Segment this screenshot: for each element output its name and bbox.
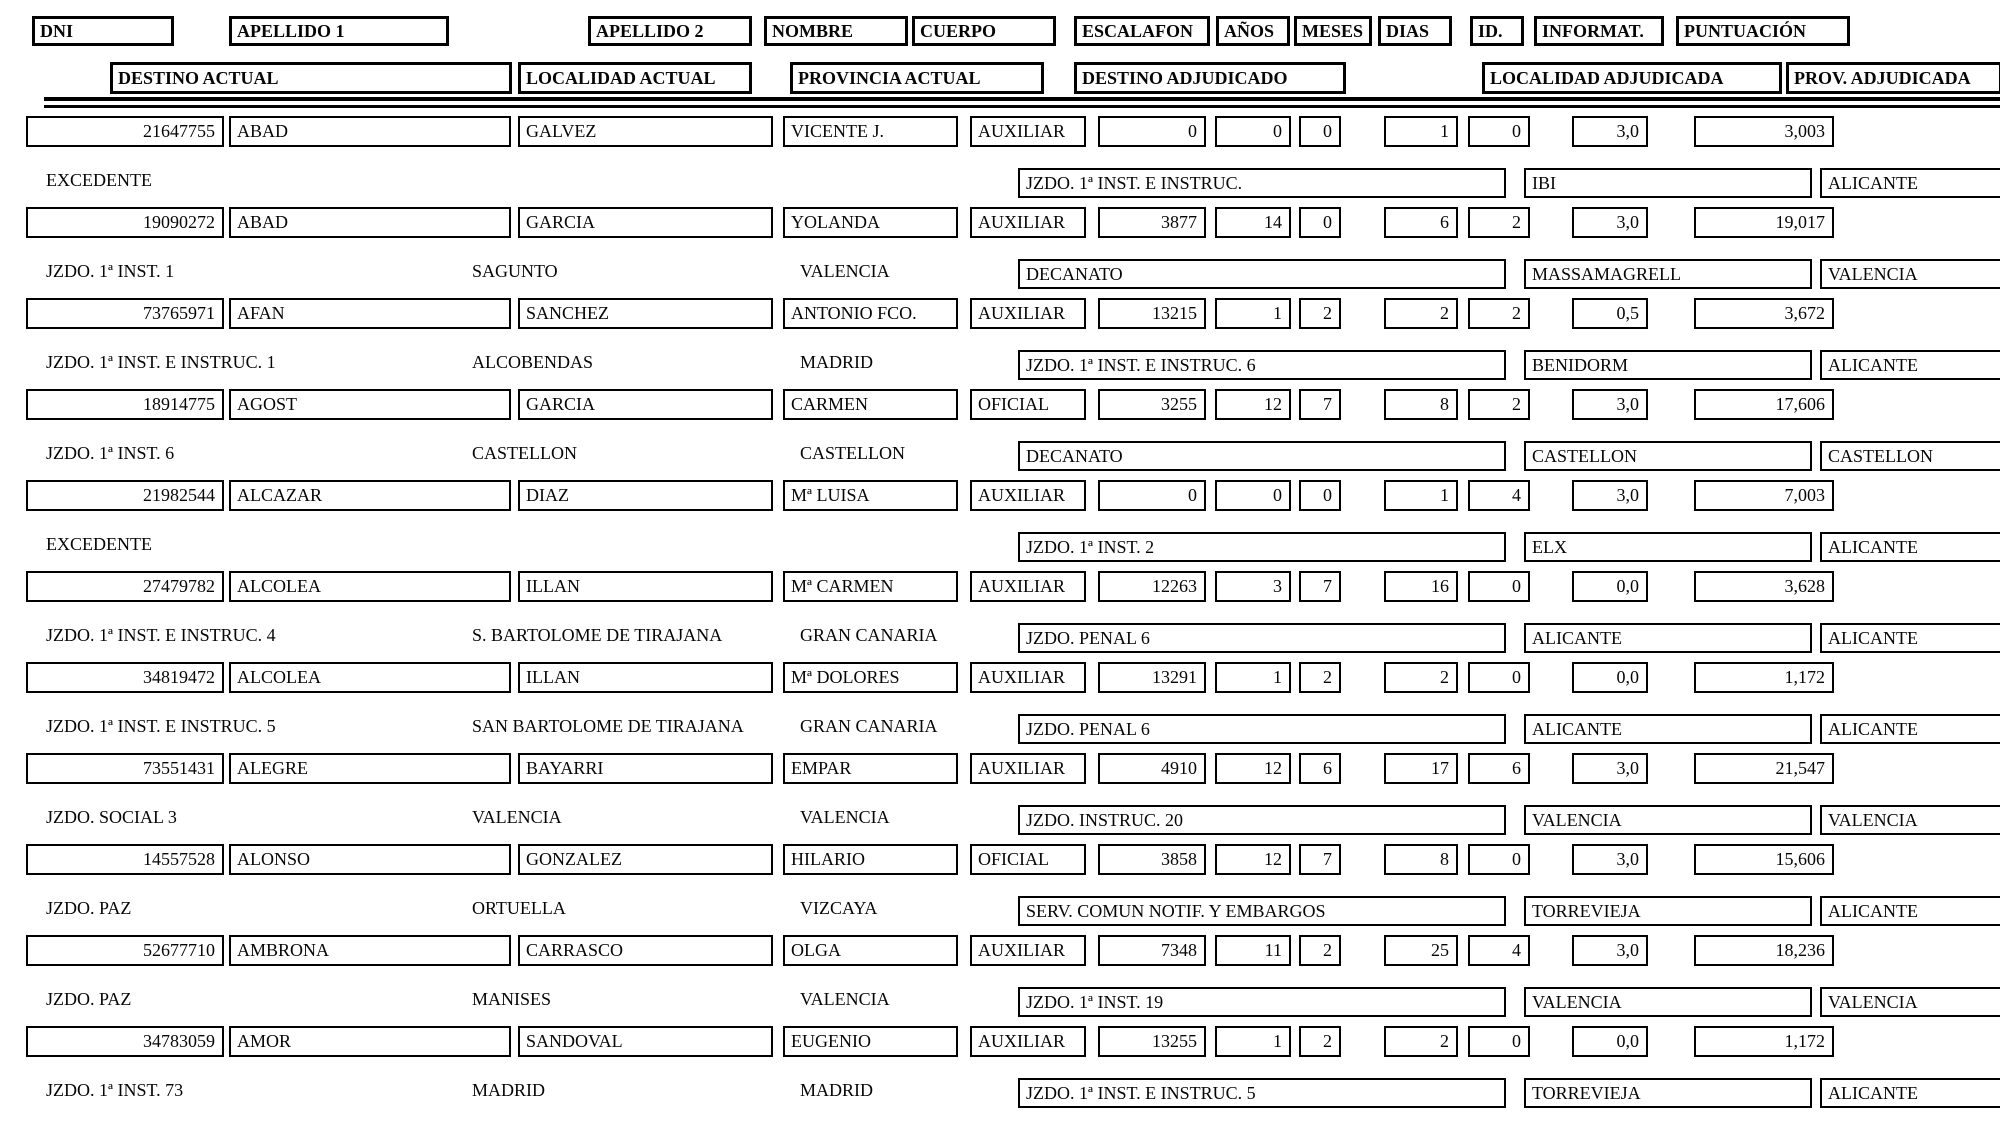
cell-id: 0 — [1468, 662, 1530, 693]
cell-id: 4 — [1468, 480, 1530, 511]
cell-meses: 2 — [1299, 1026, 1341, 1057]
cell-meses: 0 — [1299, 116, 1341, 147]
cell-meses: 2 — [1299, 298, 1341, 329]
cell-dni: 52677710 — [26, 935, 224, 966]
cell-puntuacion: 15,606 — [1694, 844, 1834, 875]
record — [0, 298, 2000, 389]
cell-apellido1: ALCOLEA — [229, 571, 511, 602]
record — [0, 844, 2000, 935]
cell-destino-actual: JZDO. 1ª INST. 1 — [46, 261, 175, 281]
cell-puntuacion: 3,628 — [1694, 571, 1834, 602]
cell-dias: 2 — [1384, 1026, 1458, 1057]
cell-apellido1: AFAN — [229, 298, 511, 329]
cell-dias: 1 — [1384, 480, 1458, 511]
record — [0, 480, 2000, 571]
header-prov-adjudicada: PROV. ADJUDICADA — [1786, 62, 2000, 94]
cell-nombre: EMPAR — [783, 753, 958, 784]
cell-prov-adjudicada: ALICANTE — [1820, 623, 2000, 653]
cell-meses: 7 — [1299, 389, 1341, 420]
cell-dni: 73765971 — [26, 298, 224, 329]
cell-localidad-adjudicada: VALENCIA — [1524, 987, 1812, 1017]
cell-destino-adjudicado: SERV. COMUN NOTIF. Y EMBARGOS — [1018, 896, 1506, 926]
record — [0, 753, 2000, 844]
cell-apellido1: ALCOLEA — [229, 662, 511, 693]
cell-destino-adjudicado: JZDO. 1ª INST. E INSTRUC. 6 — [1018, 350, 1506, 380]
cell-nombre: HILARIO — [783, 844, 958, 875]
cell-nombre: OLGA — [783, 935, 958, 966]
header-localidad-actual: LOCALIDAD ACTUAL — [518, 62, 752, 94]
cell-dias: 6 — [1384, 207, 1458, 238]
cell-localidad-actual: MANISES — [472, 989, 552, 1009]
cell-dni: 21982544 — [26, 480, 224, 511]
cell-destino-adjudicado: JZDO. PENAL 6 — [1018, 714, 1506, 744]
cell-meses: 2 — [1299, 935, 1341, 966]
cell-destino-adjudicado: JZDO. 1ª INST. E INSTRUC. 5 — [1018, 1078, 1506, 1108]
cell-localidad-actual: ALCOBENDAS — [472, 352, 594, 372]
cell-puntuacion: 17,606 — [1694, 389, 1834, 420]
cell-cuerpo: OFICIAL — [970, 844, 1086, 875]
cell-destino-actual: EXCEDENTE — [46, 534, 152, 554]
cell-apellido2: GONZALEZ — [518, 844, 773, 875]
cell-prov-adjudicada: ALICANTE — [1820, 532, 2000, 562]
cell-apellido1: ABAD — [229, 207, 511, 238]
cell-puntuacion: 3,003 — [1694, 116, 1834, 147]
record — [0, 935, 2000, 1026]
cell-escalafon: 3255 — [1098, 389, 1206, 420]
cell-provincia-actual: CASTELLON — [800, 443, 905, 463]
header-dias: DIAS — [1378, 16, 1452, 46]
cell-destino-adjudicado: DECANATO — [1018, 259, 1506, 289]
cell-apellido1: ALCAZAR — [229, 480, 511, 511]
cell-anos: 0 — [1215, 116, 1291, 147]
cell-dni: 34783059 — [26, 1026, 224, 1057]
cell-destino-actual: JZDO. 1ª INST. E INSTRUC. 5 — [46, 716, 276, 736]
cell-puntuacion: 3,672 — [1694, 298, 1834, 329]
record — [0, 662, 2000, 753]
cell-destino-adjudicado: JZDO. 1ª INST. 2 — [1018, 532, 1506, 562]
cell-localidad-adjudicada: TORREVIEJA — [1524, 896, 1812, 926]
cell-nombre: YOLANDA — [783, 207, 958, 238]
cell-apellido2: DIAZ — [518, 480, 773, 511]
cell-localidad-adjudicada: ELX — [1524, 532, 1812, 562]
cell-puntuacion: 19,017 — [1694, 207, 1834, 238]
cell-puntuacion: 18,236 — [1694, 935, 1834, 966]
cell-localidad-adjudicada: ALICANTE — [1524, 623, 1812, 653]
cell-dias: 16 — [1384, 571, 1458, 602]
cell-anos: 1 — [1215, 298, 1291, 329]
cell-dni: 19090272 — [26, 207, 224, 238]
cell-apellido2: GALVEZ — [518, 116, 773, 147]
cell-meses: 2 — [1299, 662, 1341, 693]
cell-prov-adjudicada: ALICANTE — [1820, 350, 2000, 380]
cell-nombre: Mª DOLORES — [783, 662, 958, 693]
cell-nombre: Mª CARMEN — [783, 571, 958, 602]
cell-anos: 14 — [1215, 207, 1291, 238]
header-anos: AÑOS — [1216, 16, 1290, 46]
header-cuerpo: CUERPO — [912, 16, 1056, 46]
cell-localidad-adjudicada: BENIDORM — [1524, 350, 1812, 380]
cell-apellido1: ABAD — [229, 116, 511, 147]
cell-prov-adjudicada: VALENCIA — [1820, 805, 2000, 835]
cell-apellido1: AMOR — [229, 1026, 511, 1057]
cell-escalafon: 7348 — [1098, 935, 1206, 966]
record — [0, 116, 2000, 207]
cell-id: 0 — [1468, 844, 1530, 875]
cell-prov-adjudicada: CASTELLON — [1820, 441, 2000, 471]
cell-dias: 8 — [1384, 844, 1458, 875]
cell-id: 6 — [1468, 753, 1530, 784]
cell-anos: 1 — [1215, 1026, 1291, 1057]
cell-puntuacion: 7,003 — [1694, 480, 1834, 511]
cell-escalafon: 13255 — [1098, 1026, 1206, 1057]
cell-dias: 25 — [1384, 935, 1458, 966]
cell-escalafon: 13215 — [1098, 298, 1206, 329]
record — [0, 207, 2000, 298]
header-meses: MESES — [1294, 16, 1372, 46]
cell-puntuacion: 21,547 — [1694, 753, 1834, 784]
cell-id: 2 — [1468, 389, 1530, 420]
cell-prov-adjudicada: ALICANTE — [1820, 1078, 2000, 1108]
cell-anos: 0 — [1215, 480, 1291, 511]
cell-dni: 21647755 — [26, 116, 224, 147]
cell-provincia-actual: MADRID — [800, 352, 874, 372]
cell-provincia-actual: VIZCAYA — [800, 898, 878, 918]
cell-localidad-adjudicada: TORREVIEJA — [1524, 1078, 1812, 1108]
cell-cuerpo: AUXILIAR — [970, 753, 1086, 784]
cell-informat: 3,0 — [1572, 935, 1648, 966]
cell-informat: 3,0 — [1572, 116, 1648, 147]
cell-destino-adjudicado: JZDO. 1ª INST. 19 — [1018, 987, 1506, 1017]
cell-destino-actual: JZDO. SOCIAL 3 — [46, 807, 177, 827]
cell-destino-adjudicado: DECANATO — [1018, 441, 1506, 471]
cell-anos: 12 — [1215, 389, 1291, 420]
cell-id: 0 — [1468, 1026, 1530, 1057]
cell-apellido1: AGOST — [229, 389, 511, 420]
cell-anos: 3 — [1215, 571, 1291, 602]
cell-apellido1: ALEGRE — [229, 753, 511, 784]
cell-id: 0 — [1468, 571, 1530, 602]
cell-cuerpo: AUXILIAR — [970, 116, 1086, 147]
cell-localidad-actual: ORTUELLA — [472, 898, 566, 918]
cell-provincia-actual: VALENCIA — [800, 261, 890, 281]
cell-anos: 11 — [1215, 935, 1291, 966]
cell-escalafon: 0 — [1098, 480, 1206, 511]
cell-id: 4 — [1468, 935, 1530, 966]
cell-cuerpo: AUXILIAR — [970, 571, 1086, 602]
header-apellido1: APELLIDO 1 — [229, 16, 449, 46]
cell-informat: 3,0 — [1572, 480, 1648, 511]
cell-apellido2: GARCIA — [518, 207, 773, 238]
cell-prov-adjudicada: ALICANTE — [1820, 168, 2000, 198]
cell-destino-actual: JZDO. PAZ — [46, 989, 132, 1009]
record — [0, 1026, 2000, 1117]
cell-apellido2: GARCIA — [518, 389, 773, 420]
cell-apellido2: BAYARRI — [518, 753, 773, 784]
cell-destino-adjudicado: JZDO. INSTRUC. 20 — [1018, 805, 1506, 835]
cell-anos: 12 — [1215, 844, 1291, 875]
cell-nombre: ANTONIO FCO. — [783, 298, 958, 329]
header-provincia-actual: PROVINCIA ACTUAL — [790, 62, 1044, 94]
cell-id: 0 — [1468, 116, 1530, 147]
header-escalafon: ESCALAFON — [1074, 16, 1210, 46]
cell-informat: 3,0 — [1572, 389, 1648, 420]
header-apellido2: APELLIDO 2 — [588, 16, 752, 46]
header-localidad-adjudicada: LOCALIDAD ADJUDICADA — [1482, 62, 1782, 94]
cell-escalafon: 3858 — [1098, 844, 1206, 875]
cell-provincia-actual: MADRID — [800, 1080, 874, 1100]
cell-informat: 0,0 — [1572, 571, 1648, 602]
cell-prov-adjudicada: VALENCIA — [1820, 987, 2000, 1017]
cell-prov-adjudicada: ALICANTE — [1820, 896, 2000, 926]
cell-anos: 12 — [1215, 753, 1291, 784]
cell-apellido2: SANDOVAL — [518, 1026, 773, 1057]
cell-escalafon: 12263 — [1098, 571, 1206, 602]
cell-id: 2 — [1468, 207, 1530, 238]
cell-informat: 0,0 — [1572, 662, 1648, 693]
cell-informat: 0,5 — [1572, 298, 1648, 329]
cell-puntuacion: 1,172 — [1694, 662, 1834, 693]
cell-localidad-actual: CASTELLON — [472, 443, 577, 463]
cell-prov-adjudicada: VALENCIA — [1820, 259, 2000, 289]
cell-apellido2: ILLAN — [518, 662, 773, 693]
cell-cuerpo: OFICIAL — [970, 389, 1086, 420]
cell-meses: 7 — [1299, 571, 1341, 602]
cell-cuerpo: AUXILIAR — [970, 935, 1086, 966]
cell-dias: 8 — [1384, 389, 1458, 420]
cell-cuerpo: AUXILIAR — [970, 480, 1086, 511]
cell-localidad-adjudicada: ALICANTE — [1524, 714, 1812, 744]
cell-nombre: Mª LUISA — [783, 480, 958, 511]
cell-dni: 27479782 — [26, 571, 224, 602]
cell-id: 2 — [1468, 298, 1530, 329]
cell-dias: 2 — [1384, 298, 1458, 329]
cell-localidad-actual: VALENCIA — [472, 807, 562, 827]
cell-informat: 3,0 — [1572, 844, 1648, 875]
cell-meses: 0 — [1299, 207, 1341, 238]
cell-dni: 18914775 — [26, 389, 224, 420]
cell-anos: 1 — [1215, 662, 1291, 693]
cell-dni: 34819472 — [26, 662, 224, 693]
cell-destino-actual: JZDO. 1ª INST. E INSTRUC. 4 — [46, 625, 276, 645]
cell-dni: 73551431 — [26, 753, 224, 784]
cell-provincia-actual: GRAN CANARIA — [800, 625, 938, 645]
cell-localidad-actual: SAN BARTOLOME DE TIRAJANA — [472, 716, 744, 736]
cell-dias: 1 — [1384, 116, 1458, 147]
cell-apellido2: SANCHEZ — [518, 298, 773, 329]
cell-prov-adjudicada: ALICANTE — [1820, 714, 2000, 744]
cell-escalafon: 3877 — [1098, 207, 1206, 238]
cell-escalafon: 4910 — [1098, 753, 1206, 784]
cell-informat: 3,0 — [1572, 753, 1648, 784]
cell-localidad-adjudicada: VALENCIA — [1524, 805, 1812, 835]
cell-destino-actual: JZDO. 1ª INST. 73 — [46, 1080, 184, 1100]
cell-provincia-actual: GRAN CANARIA — [800, 716, 938, 736]
cell-destino-actual: EXCEDENTE — [46, 170, 152, 190]
header-informat: INFORMAT. — [1534, 16, 1664, 46]
header-dni: DNI — [32, 16, 174, 46]
cell-localidad-adjudicada: CASTELLON — [1524, 441, 1812, 471]
cell-puntuacion: 1,172 — [1694, 1026, 1834, 1057]
cell-informat: 3,0 — [1572, 207, 1648, 238]
cell-escalafon: 13291 — [1098, 662, 1206, 693]
cell-dni: 14557528 — [26, 844, 224, 875]
cell-cuerpo: AUXILIAR — [970, 207, 1086, 238]
cell-meses: 0 — [1299, 480, 1341, 511]
cell-dias: 17 — [1384, 753, 1458, 784]
cell-localidad-actual: S. BARTOLOME DE TIRAJANA — [472, 625, 723, 645]
cell-cuerpo: AUXILIAR — [970, 1026, 1086, 1057]
cell-destino-adjudicado: JZDO. PENAL 6 — [1018, 623, 1506, 653]
record — [0, 571, 2000, 662]
cell-apellido2: CARRASCO — [518, 935, 773, 966]
cell-localidad-actual: MADRID — [472, 1080, 546, 1100]
cell-dias: 2 — [1384, 662, 1458, 693]
cell-destino-actual: JZDO. 1ª INST. E INSTRUC. 1 — [46, 352, 276, 372]
cell-apellido1: AMBRONA — [229, 935, 511, 966]
header-nombre: NOMBRE — [764, 16, 908, 46]
header-destino-adjudicado: DESTINO ADJUDICADO — [1074, 62, 1346, 94]
cell-apellido1: ALONSO — [229, 844, 511, 875]
cell-localidad-adjudicada: MASSAMAGRELL — [1524, 259, 1812, 289]
record — [0, 389, 2000, 480]
cell-nombre: VICENTE J. — [783, 116, 958, 147]
header-id: ID. — [1470, 16, 1524, 46]
cell-provincia-actual: VALENCIA — [800, 989, 890, 1009]
cell-escalafon: 0 — [1098, 116, 1206, 147]
cell-localidad-adjudicada: IBI — [1524, 168, 1812, 198]
cell-destino-actual: JZDO. PAZ — [46, 898, 132, 918]
cell-destino-actual: JZDO. 1ª INST. 6 — [46, 443, 175, 463]
cell-destino-adjudicado: JZDO. 1ª INST. E INSTRUC. — [1018, 168, 1506, 198]
cell-apellido2: ILLAN — [518, 571, 773, 602]
cell-cuerpo: AUXILIAR — [970, 662, 1086, 693]
cell-meses: 6 — [1299, 753, 1341, 784]
cell-nombre: CARMEN — [783, 389, 958, 420]
cell-informat: 0,0 — [1572, 1026, 1648, 1057]
cell-meses: 7 — [1299, 844, 1341, 875]
cell-localidad-actual: SAGUNTO — [472, 261, 558, 281]
header-destino-actual: DESTINO ACTUAL — [110, 62, 512, 94]
cell-provincia-actual: VALENCIA — [800, 807, 890, 827]
cell-cuerpo: AUXILIAR — [970, 298, 1086, 329]
header-puntuacion: PUNTUACIÓN — [1676, 16, 1850, 46]
cell-nombre: EUGENIO — [783, 1026, 958, 1057]
